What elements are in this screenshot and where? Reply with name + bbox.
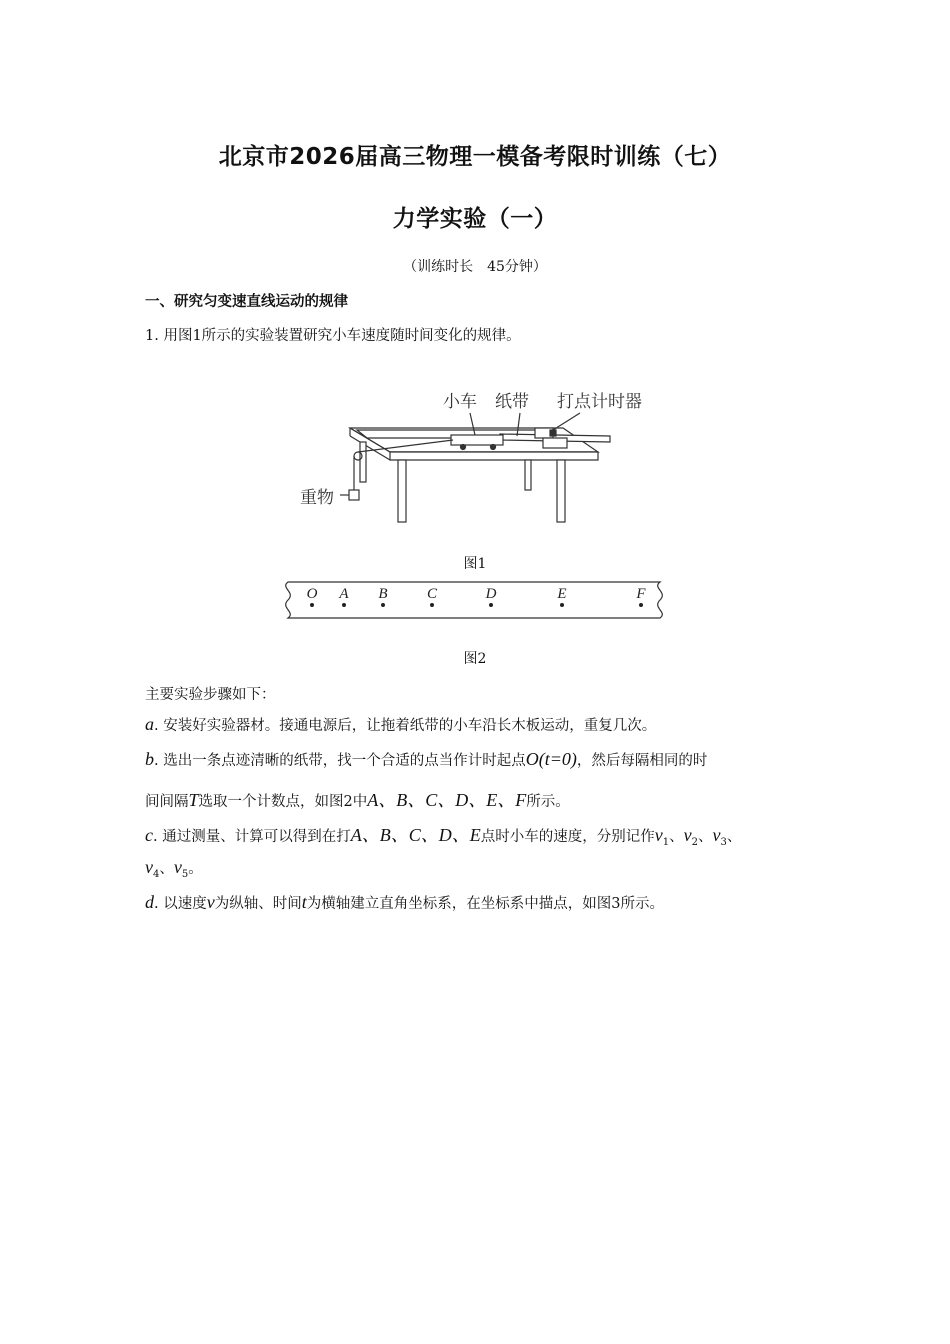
step-d-text2: 为纵轴、时间 bbox=[214, 896, 302, 912]
steps-intro: 主要实验步骤如下： bbox=[145, 687, 276, 703]
v3: v bbox=[712, 825, 721, 845]
step-a-letter: a bbox=[145, 714, 154, 734]
tape-dot-c bbox=[430, 603, 434, 607]
tape-label-d: D bbox=[485, 586, 497, 602]
step-c-line1 bbox=[145, 821, 741, 848]
step-b-math-o: O bbox=[525, 749, 539, 769]
step-b-text5: 所示。 bbox=[526, 794, 570, 810]
step-c-end: 。 bbox=[188, 861, 203, 877]
question-intro: 1. 用图1所示的实验装置研究小车速度随时间变化的规律。 bbox=[145, 328, 521, 344]
sep2: 、 bbox=[697, 829, 713, 845]
step-c-math-points: A、B、C、D、E bbox=[350, 825, 481, 845]
step-d-text1: . 以速度 bbox=[154, 896, 207, 912]
step-b-math-t0: (t=0) bbox=[538, 749, 577, 769]
step-b-text3: 间间隔 bbox=[145, 794, 189, 810]
step-d-text3: 为横轴建立直角坐标系，在坐标系中描点，如图3所示。 bbox=[306, 896, 664, 912]
page-subtitle: 力学实验（一） bbox=[392, 206, 558, 232]
tape-dot-b bbox=[381, 603, 385, 607]
sep4: 、 bbox=[159, 861, 174, 877]
step-c-line2 bbox=[145, 857, 203, 880]
v5: v bbox=[173, 857, 182, 877]
tape-label: 纸带 bbox=[495, 392, 529, 412]
tape-label-e: E bbox=[557, 586, 567, 602]
step-a bbox=[145, 714, 656, 735]
apparatus-figure bbox=[295, 378, 675, 533]
tape-label-b: B bbox=[378, 586, 388, 602]
v5-sub: 5 bbox=[181, 868, 189, 880]
step-c-text2: 点时小车的速度，分别记作 bbox=[480, 829, 655, 845]
v1-sub: 1 bbox=[662, 836, 670, 848]
step-a-text: . 安装好实验器材。接通电源后，让拖着纸带的小车沿长木板运动，重复几次。 bbox=[154, 718, 657, 734]
tape-label-f: F bbox=[636, 586, 646, 602]
v3-sub: 3 bbox=[720, 836, 727, 848]
weight-label: 重物 bbox=[300, 488, 334, 508]
tape-dot-o bbox=[310, 603, 314, 607]
v4-sub: 4 bbox=[153, 868, 160, 880]
tape-dot-d bbox=[489, 603, 493, 607]
page-title: 北京市2026届高三物理一模备考限时训练（七） bbox=[218, 144, 732, 170]
step-b-line1 bbox=[145, 749, 707, 770]
timer-label: 打点计时器 bbox=[557, 392, 642, 412]
tape-label-a: A bbox=[339, 586, 349, 602]
v2-sub: 2 bbox=[691, 836, 698, 848]
v2: v bbox=[683, 825, 692, 845]
step-d-t: t bbox=[301, 892, 307, 912]
v4: v bbox=[145, 857, 153, 877]
training-duration: （训练时长 45分钟） bbox=[403, 259, 547, 275]
sep3: 、 bbox=[726, 829, 742, 845]
paper-tape-figure bbox=[280, 578, 672, 622]
step-b-math-t: T bbox=[188, 790, 199, 810]
tape-label-o: O bbox=[306, 586, 318, 602]
section-heading: 一、研究匀变速直线运动的规律 bbox=[145, 294, 348, 310]
step-b-text2: ，然后每隔相同的时 bbox=[576, 753, 708, 769]
cart-label: 小车 bbox=[443, 392, 477, 412]
step-d-letter: d bbox=[145, 892, 154, 912]
tape-dot-a bbox=[342, 603, 346, 607]
step-b-text1: . 选出一条点迹清晰的纸带，找一个合适的点当作计时起点 bbox=[154, 753, 526, 769]
step-d-v: v bbox=[206, 892, 215, 912]
figure2-caption: 图2 bbox=[463, 651, 487, 667]
tape-dot-e bbox=[560, 603, 564, 607]
figure1-caption: 图1 bbox=[463, 556, 487, 572]
step-c-text1: . 通过测量、计算可以得到在打 bbox=[153, 829, 351, 845]
step-c-letter: c bbox=[145, 825, 153, 845]
step-b-text4: 选取一个计数点，如图2中 bbox=[198, 794, 368, 810]
step-d bbox=[145, 892, 664, 913]
tape-label-c: C bbox=[426, 586, 438, 602]
step-b-math-points: A、B、C、D、E、F bbox=[367, 790, 527, 810]
step-b-letter: b bbox=[145, 749, 154, 769]
tape-dot-f bbox=[639, 603, 643, 607]
step-b-line2 bbox=[145, 786, 570, 812]
sep1: 、 bbox=[669, 829, 684, 845]
v1: v bbox=[654, 825, 663, 845]
